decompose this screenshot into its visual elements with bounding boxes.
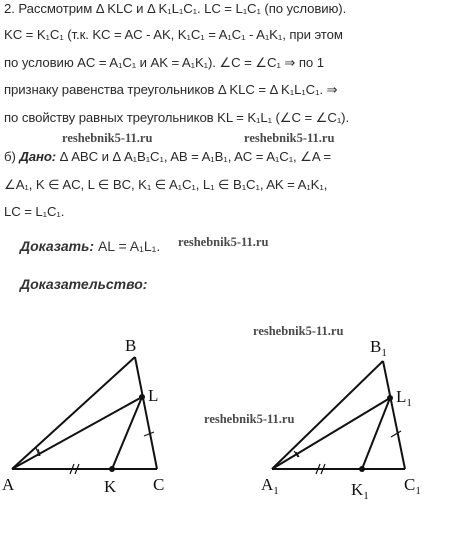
segment-al [12, 397, 142, 469]
triangle-a1b1c1 [272, 361, 405, 474]
watermark-3: reshebnik5-11.ru [178, 235, 269, 249]
given-prefix: б) [4, 149, 20, 164]
text-line-5: по свойству равных треугольников KL = K₁L₁ (∠C = ∠C₁). [4, 110, 350, 125]
watermark-5: reshebnik5-11.ru [204, 412, 295, 426]
point-l [139, 394, 145, 400]
label-k1: $K_1$ [351, 480, 369, 502]
label-k: K [104, 477, 117, 496]
label-c1: $C_1$ [404, 475, 421, 497]
point-k1 [359, 466, 365, 472]
given-label: Дано: [19, 149, 57, 164]
label-a: A [2, 475, 15, 494]
label-l1: $L_1$ [396, 387, 412, 409]
label-a1: $A_1$ [261, 475, 279, 497]
side-bc [135, 357, 157, 469]
tick-l1c1 [391, 431, 401, 437]
segment-kl [112, 397, 142, 469]
point-k [109, 466, 115, 472]
text-line-4: признаку равенства треугольников Δ KLC = Δ K₁L₁C₁. ⇒ [4, 82, 338, 97]
side-a1b1 [272, 361, 383, 469]
text-line-1: 2. Рассмотрим Δ KLC и Δ K₁L₁C₁. LC = L₁C₁ (по условию). [4, 1, 347, 16]
label-b: B [125, 336, 137, 355]
label-b1: $B_1$ [370, 337, 387, 359]
label-c: C [153, 475, 165, 494]
prove-label: Доказать: [20, 238, 95, 254]
proof-heading: Доказательство: [20, 276, 148, 292]
watermark-4: reshebnik5-11.ru [253, 324, 344, 338]
label-l: L [148, 386, 159, 405]
side-ab [12, 357, 135, 469]
text-line-2: KC = K₁C₁ (т.к. KC = AC - AK, K₁C₁ = A₁C₁ - A₁K₁, при этом [4, 27, 343, 42]
triangle-abc [12, 357, 157, 474]
text-line-3: по условию AC = A₁C₁ и AK = A₁K₁). ∠C = ∠C₁ ⇒ по 1 [4, 55, 324, 70]
watermark-2: reshebnik5-11.ru [244, 131, 335, 145]
point-l1 [387, 395, 393, 401]
text-line-6: ∠A₁, K ∈ AC, L ∈ BC, K₁ ∈ A₁C₁, L₁ ∈ B₁C₁, AK = A₁K₁, [4, 177, 328, 192]
segment-k1l1 [362, 398, 390, 469]
text-line-7: LC = L₁C₁. [4, 204, 65, 219]
side-b1c1 [383, 361, 405, 469]
watermark-1: reshebnik5-11.ru [62, 131, 153, 145]
segment-a1l1 [272, 398, 390, 469]
prove-text: AL = A₁L₁. [94, 238, 161, 254]
given-text: Δ ABC и Δ A₁B₁C₁, AB = A₁B₁, AC = A₁C₁, ∠A = [56, 149, 332, 164]
